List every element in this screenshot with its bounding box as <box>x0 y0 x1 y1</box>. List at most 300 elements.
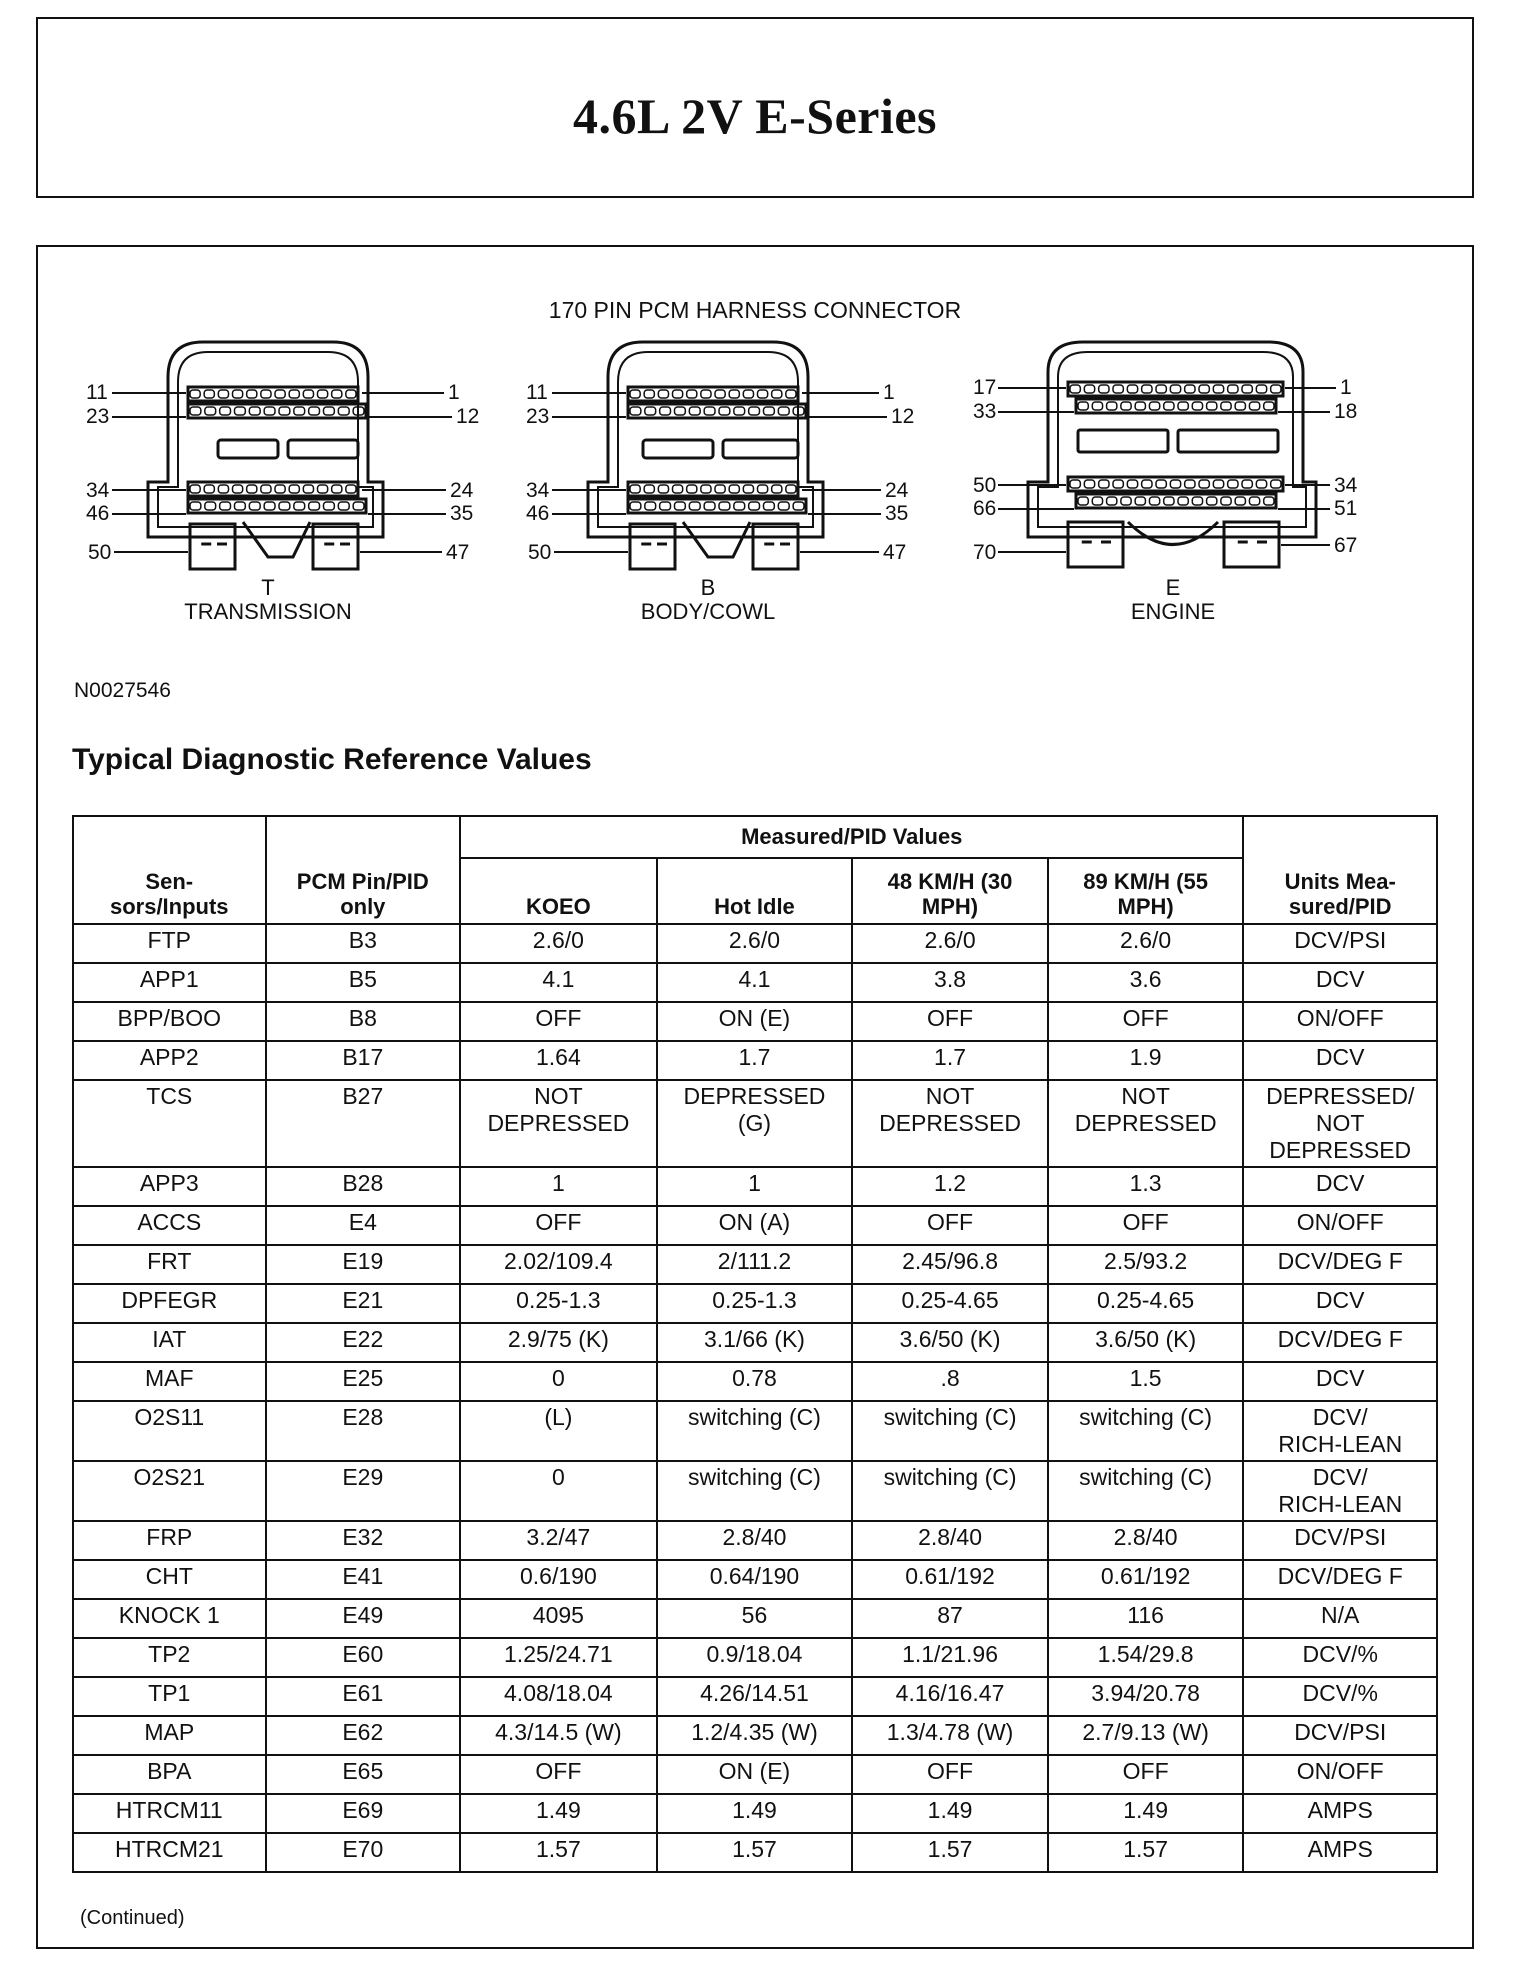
latch <box>1224 522 1279 567</box>
pin-cavity <box>1264 402 1274 410</box>
cell-sensor: MAF <box>73 1362 266 1401</box>
pin-label: 12 <box>456 405 480 428</box>
cell-sensor: APP1 <box>73 963 266 1002</box>
cell-koeo: 4095 <box>460 1599 657 1638</box>
cell-pcm-pin: E70 <box>266 1833 461 1872</box>
cell-pcm-pin: B3 <box>266 924 461 963</box>
cell-units: DCV/PSI <box>1243 1716 1437 1755</box>
cell-48kmh: switching (C) <box>852 1401 1048 1461</box>
pin-cavity <box>190 390 200 398</box>
cell-89kmh: switching (C) <box>1048 1401 1244 1461</box>
pin-cavity <box>249 502 260 510</box>
pin-cavity <box>673 485 683 493</box>
pin-label: 23 <box>86 405 110 428</box>
cell-koeo: 2.02/109.4 <box>460 1245 657 1284</box>
pin-cavity <box>1170 385 1180 393</box>
table-group-header-row <box>73 816 1437 858</box>
pin-cavity <box>289 390 299 398</box>
pin-cavity <box>309 502 320 510</box>
pin-cavity <box>660 502 671 510</box>
cell-units: DCV <box>1243 1041 1437 1080</box>
cell-hot-idle: 4.26/14.51 <box>657 1677 853 1716</box>
cell-48kmh: 0.61/192 <box>852 1560 1048 1599</box>
header-pcm-pin <box>266 816 461 924</box>
pin-cavity <box>644 390 654 398</box>
table-row <box>73 1461 1437 1521</box>
pin-cavity <box>332 390 342 398</box>
latch <box>1068 522 1123 567</box>
pin-cavity <box>218 390 228 398</box>
pin-label: 11 <box>86 381 108 404</box>
cell-pcm-pin: B27 <box>266 1080 461 1167</box>
cell-48kmh: OFF <box>852 1002 1048 1041</box>
latch <box>753 524 798 569</box>
table-row <box>73 1638 1437 1677</box>
header-koeo: KOEO <box>460 858 657 924</box>
pin-cavity <box>303 390 313 398</box>
table-row <box>73 1716 1437 1755</box>
cell-units: DCV/DEG F <box>1243 1560 1437 1599</box>
pin-cavity <box>346 485 356 493</box>
key <box>1128 522 1218 545</box>
connector-letter: E <box>1165 575 1181 600</box>
pin-label: 11 <box>526 381 548 404</box>
pin-cavity <box>1092 402 1102 410</box>
pin-cavity <box>1164 497 1174 505</box>
cell-sensor: TCS <box>73 1080 266 1167</box>
cell-hot-idle: ON (E) <box>657 1755 853 1794</box>
cell-48kmh: 1.7 <box>852 1041 1048 1080</box>
cell-hot-idle: 0.25-1.3 <box>657 1284 853 1323</box>
pin-label: 34 <box>86 479 110 502</box>
table-row <box>73 1245 1437 1284</box>
header-pcm-pin-label: PCM Pin/PID only <box>296 869 429 919</box>
pin-cavity <box>1242 385 1252 393</box>
pin-cavity <box>204 390 214 398</box>
pin-cavity <box>1127 480 1137 488</box>
cell-koeo: OFF <box>460 1755 657 1794</box>
pin-label: 35 <box>450 502 474 525</box>
pin-label: 46 <box>86 502 110 525</box>
pin-label: 70 <box>973 541 997 564</box>
pin-cavity <box>701 390 711 398</box>
cell-48kmh: 1.2 <box>852 1167 1048 1206</box>
pin-cavity <box>218 485 228 493</box>
pin-cavity <box>1149 497 1159 505</box>
slot <box>1178 430 1278 452</box>
pin-cavity <box>275 485 285 493</box>
cell-pcm-pin: E62 <box>266 1716 461 1755</box>
pin-cavity <box>1107 497 1117 505</box>
pin-cavity <box>689 502 700 510</box>
pin-label: 17 <box>973 376 997 399</box>
cell-hot-idle: 3.1/66 (K) <box>657 1323 853 1362</box>
pin-cavity <box>1121 497 1131 505</box>
connector-name: TRANSMISSION <box>184 599 352 624</box>
connector-transmission-drawing <box>78 342 498 564</box>
cell-pcm-pin: E25 <box>266 1362 461 1401</box>
latch <box>630 524 675 569</box>
pin-cavity <box>346 390 356 398</box>
cell-units: DCV/ RICH-LEAN <box>1243 1461 1437 1521</box>
cell-koeo: 1.49 <box>460 1794 657 1833</box>
pin-cavity <box>1070 385 1080 393</box>
cell-units: DCV <box>1243 963 1437 1002</box>
pin-cavity <box>749 407 760 415</box>
pin-cavity <box>660 407 671 415</box>
table-row <box>73 1002 1437 1041</box>
cell-48kmh: 1.3/4.78 (W) <box>852 1716 1048 1755</box>
cell-pcm-pin: E4 <box>266 1206 461 1245</box>
cell-hot-idle: 0.9/18.04 <box>657 1638 853 1677</box>
cell-hot-idle: 1.57 <box>657 1833 853 1872</box>
pin-cavity <box>1135 497 1145 505</box>
cell-89kmh: 3.6/50 (K) <box>1048 1323 1244 1362</box>
cell-sensor: IAT <box>73 1323 266 1362</box>
cell-units: ON/OFF <box>1243 1206 1437 1245</box>
cell-sensor: BPP/BOO <box>73 1002 266 1041</box>
pin-cavity <box>719 502 730 510</box>
pin-cavity <box>1242 480 1252 488</box>
cell-89kmh: NOT DEPRESSED <box>1048 1080 1244 1167</box>
pin-cavity <box>303 485 313 493</box>
cell-koeo: 1.57 <box>460 1833 657 1872</box>
pin-cavity <box>715 390 725 398</box>
pin-cavity <box>1099 480 1109 488</box>
cell-sensor: FTP <box>73 924 266 963</box>
pin-cavity <box>704 502 715 510</box>
pin-cavity <box>1199 480 1209 488</box>
pin-cavity <box>1092 497 1102 505</box>
cell-pcm-pin: E22 <box>266 1323 461 1362</box>
connector-transmission <box>78 342 498 624</box>
cell-89kmh: OFF <box>1048 1755 1244 1794</box>
cell-koeo: 4.3/14.5 (W) <box>460 1716 657 1755</box>
cell-hot-idle: DEPRESSED (G) <box>657 1080 853 1167</box>
pin-cavity <box>1271 480 1281 488</box>
cell-pcm-pin: E60 <box>266 1638 461 1677</box>
connector-name: ENGINE <box>1130 599 1216 624</box>
cell-89kmh: 1.57 <box>1048 1833 1244 1872</box>
pin-label: 47 <box>446 541 470 564</box>
pin-label: 33 <box>973 400 997 423</box>
pin-cavity <box>734 407 745 415</box>
cell-koeo: 2.9/75 (K) <box>460 1323 657 1362</box>
pin-cavity <box>786 485 796 493</box>
pin-cavity <box>1121 402 1131 410</box>
cell-48kmh: 3.8 <box>852 963 1048 1002</box>
cell-units: DCV/% <box>1243 1677 1437 1716</box>
pin-label: 67 <box>1334 534 1358 557</box>
pin-row <box>188 404 366 418</box>
pin-cavity <box>1078 402 1088 410</box>
cell-48kmh: .8 <box>852 1362 1048 1401</box>
pin-cavity <box>1192 497 1202 505</box>
pin-label: 24 <box>885 479 909 502</box>
pin-cavity <box>701 485 711 493</box>
slot <box>218 440 278 458</box>
section-title: Typical Diagnostic Reference Values <box>72 743 592 776</box>
cell-pcm-pin: E61 <box>266 1677 461 1716</box>
pin-cavity <box>778 407 789 415</box>
header-units-label: Units Mea- sured/PID <box>1284 869 1396 919</box>
cell-koeo: 1.64 <box>460 1041 657 1080</box>
header-sensors-label: Sen- sors/Inputs <box>109 869 229 919</box>
pin-cavity <box>1228 385 1238 393</box>
cell-89kmh: 0.61/192 <box>1048 1560 1244 1599</box>
pin-cavity <box>644 485 654 493</box>
pin-label: 50 <box>88 541 112 564</box>
cell-pcm-pin: E69 <box>266 1794 461 1833</box>
cell-89kmh: 1.49 <box>1048 1794 1244 1833</box>
pin-cavity <box>318 390 328 398</box>
pin-cavity <box>235 502 246 510</box>
pin-cavity <box>1107 402 1117 410</box>
table-row <box>73 1362 1437 1401</box>
pin-cavity <box>1178 402 1188 410</box>
cell-units: DCV <box>1243 1167 1437 1206</box>
pin-row <box>188 482 358 496</box>
cell-hot-idle: 2.8/40 <box>657 1521 853 1560</box>
pin-cavity <box>1178 497 1188 505</box>
cell-sensor: HTRCM21 <box>73 1833 266 1872</box>
table-row <box>73 1833 1437 1872</box>
pin-cavity <box>1084 385 1094 393</box>
pin-cavity <box>309 407 320 415</box>
pin-cavity <box>758 390 768 398</box>
table-row <box>73 1401 1437 1461</box>
cell-pcm-pin: E21 <box>266 1284 461 1323</box>
table-row <box>73 1323 1437 1362</box>
pin-cavity <box>658 485 668 493</box>
pin-label: 34 <box>1334 474 1358 497</box>
pin-cavity <box>1207 402 1217 410</box>
table-row <box>73 1206 1437 1245</box>
pin-row <box>188 387 358 401</box>
pin-cavity <box>1164 402 1174 410</box>
pin-row <box>1068 382 1283 396</box>
page-title: 4.6L 2V E-Series <box>572 88 938 144</box>
header-hot-idle: Hot Idle <box>657 858 853 924</box>
table-row <box>73 1080 1437 1167</box>
pin-row <box>188 499 366 513</box>
pin-cavity <box>764 407 775 415</box>
pin-cavity <box>1149 402 1159 410</box>
cell-89kmh: 0.25-4.65 <box>1048 1284 1244 1323</box>
cell-48kmh: 1.49 <box>852 1794 1048 1833</box>
pin-cavity <box>1228 480 1238 488</box>
cell-89kmh: 1.9 <box>1048 1041 1244 1080</box>
pin-cavity <box>294 407 305 415</box>
pin-cavity <box>1256 480 1266 488</box>
pin-cavity <box>1264 497 1274 505</box>
pin-cavity <box>1142 480 1152 488</box>
pin-cavity <box>1185 480 1195 488</box>
cell-sensor: TP1 <box>73 1677 266 1716</box>
connector-engine-drawing <box>968 342 1388 564</box>
pin-cavity <box>1207 497 1217 505</box>
cell-sensor: O2S11 <box>73 1401 266 1461</box>
cell-sensor: CHT <box>73 1560 266 1599</box>
pin-cavity <box>772 390 782 398</box>
cell-units: DCV/PSI <box>1243 1521 1437 1560</box>
pin-cavity <box>190 485 200 493</box>
pin-cavity <box>1070 480 1080 488</box>
cell-89kmh: 2.7/9.13 (W) <box>1048 1716 1244 1755</box>
cell-koeo: NOT DEPRESSED <box>460 1080 657 1167</box>
header-sensors <box>73 816 266 924</box>
cell-hot-idle: 0.78 <box>657 1362 853 1401</box>
pin-cavity <box>1170 480 1180 488</box>
cell-89kmh: 1.3 <box>1048 1167 1244 1206</box>
pin-label: 1 <box>1340 376 1352 399</box>
cell-pcm-pin: E29 <box>266 1461 461 1521</box>
pin-cavity <box>235 407 246 415</box>
pin-cavity <box>190 407 201 415</box>
pin-cavity <box>743 485 753 493</box>
header-units <box>1243 816 1437 924</box>
cell-89kmh: 2.5/93.2 <box>1048 1245 1244 1284</box>
cell-pcm-pin: E28 <box>266 1401 461 1461</box>
pin-cavity <box>673 390 683 398</box>
connector-body-cowl <box>518 342 938 624</box>
cell-hot-idle: switching (C) <box>657 1461 853 1521</box>
cell-units: DCV/% <box>1243 1638 1437 1677</box>
pin-cavity <box>264 502 275 510</box>
cell-48kmh: 4.16/16.47 <box>852 1677 1048 1716</box>
cell-pcm-pin: E49 <box>266 1599 461 1638</box>
cell-89kmh: 3.94/20.78 <box>1048 1677 1244 1716</box>
pin-label: 1 <box>883 381 895 404</box>
cell-48kmh: switching (C) <box>852 1461 1048 1521</box>
cell-89kmh: OFF <box>1048 1002 1244 1041</box>
pin-cavity <box>324 407 335 415</box>
cell-sensor: HTRCM11 <box>73 1794 266 1833</box>
table-row <box>73 1560 1437 1599</box>
table-row <box>73 1041 1437 1080</box>
cell-hot-idle: 2.6/0 <box>657 924 853 963</box>
pin-label: 46 <box>526 502 550 525</box>
connector-letter: T <box>261 575 275 600</box>
cell-hot-idle: ON (A) <box>657 1206 853 1245</box>
cell-48kmh: 1.1/21.96 <box>852 1638 1048 1677</box>
pin-cavity <box>289 485 299 493</box>
cell-48kmh: 87 <box>852 1599 1048 1638</box>
pin-cavity <box>324 502 335 510</box>
slot <box>1078 430 1168 452</box>
cell-hot-idle: 1 <box>657 1167 853 1206</box>
pin-cavity <box>793 502 804 510</box>
cell-hot-idle: 4.1 <box>657 963 853 1002</box>
cell-pcm-pin: E19 <box>266 1245 461 1284</box>
cell-pcm-pin: B17 <box>266 1041 461 1080</box>
cell-89kmh: 2.8/40 <box>1048 1521 1244 1560</box>
cell-hot-idle: 1.2/4.35 (W) <box>657 1716 853 1755</box>
pin-cavity <box>1156 385 1166 393</box>
cell-89kmh: 3.6 <box>1048 963 1244 1002</box>
pin-cavity <box>729 485 739 493</box>
header-48kmh-label: 48 KM/H (30 MPH) <box>887 869 1013 919</box>
cell-48kmh: OFF <box>852 1755 1048 1794</box>
pin-row <box>628 499 806 513</box>
header-89kmh-label: 89 KM/H (55 MPH) <box>1083 869 1208 919</box>
header-48kmh <box>852 858 1048 924</box>
pin-label: 51 <box>1334 497 1358 520</box>
pin-row <box>1068 477 1283 491</box>
pin-label: 23 <box>526 405 550 428</box>
table-body <box>73 924 1437 1872</box>
cell-48kmh: 0.25-4.65 <box>852 1284 1048 1323</box>
pin-cavity <box>1221 402 1231 410</box>
pin-cavity <box>1256 385 1266 393</box>
cell-pcm-pin: B28 <box>266 1167 461 1206</box>
latch <box>190 524 235 569</box>
cell-sensor: MAP <box>73 1716 266 1755</box>
pin-cavity <box>1127 385 1137 393</box>
table-row <box>73 1521 1437 1560</box>
cell-48kmh: OFF <box>852 1206 1048 1245</box>
pin-cavity <box>1113 480 1123 488</box>
cell-48kmh: NOT DEPRESSED <box>852 1080 1048 1167</box>
cell-48kmh: 2.8/40 <box>852 1521 1048 1560</box>
pin-cavity <box>220 407 231 415</box>
pin-cavity <box>204 485 214 493</box>
cell-pcm-pin: E65 <box>266 1755 461 1794</box>
connector-name: BODY/COWL <box>640 599 776 624</box>
cell-89kmh: 116 <box>1048 1599 1244 1638</box>
cell-sensor: O2S21 <box>73 1461 266 1521</box>
cell-hot-idle: 1.49 <box>657 1794 853 1833</box>
cell-89kmh: 1.54/29.8 <box>1048 1638 1244 1677</box>
pin-cavity <box>786 390 796 398</box>
pin-cavity <box>279 407 290 415</box>
cell-48kmh: 3.6/50 (K) <box>852 1323 1048 1362</box>
pin-cavity <box>1192 402 1202 410</box>
table-row <box>73 1167 1437 1206</box>
cell-units: DCV/PSI <box>1243 924 1437 963</box>
pin-cavity <box>1199 385 1209 393</box>
pin-row <box>628 482 798 496</box>
cell-pcm-pin: B8 <box>266 1002 461 1041</box>
pin-cavity <box>1156 480 1166 488</box>
cell-48kmh: 2.6/0 <box>852 924 1048 963</box>
cell-units: DCV <box>1243 1362 1437 1401</box>
pin-label: 12 <box>891 405 915 428</box>
cell-units: ON/OFF <box>1243 1755 1437 1794</box>
cell-sensor: KNOCK 1 <box>73 1599 266 1638</box>
diagram-title: 170 PIN PCM HARNESS CONNECTOR <box>548 297 962 323</box>
pin-cavity <box>275 390 285 398</box>
cell-koeo: 4.08/18.04 <box>460 1677 657 1716</box>
cell-48kmh: 1.57 <box>852 1833 1048 1872</box>
pin-cavity <box>220 502 231 510</box>
cell-units: DCV/DEG F <box>1243 1323 1437 1362</box>
table-row <box>73 1599 1437 1638</box>
table-row <box>73 1284 1437 1323</box>
connector-body-cowl-drawing <box>518 342 938 564</box>
header-measured-group: Measured/PID Values <box>460 816 1243 858</box>
cell-sensor: FRP <box>73 1521 266 1560</box>
pin-cavity <box>715 485 725 493</box>
pin-cavity <box>1235 402 1245 410</box>
pin-cavity <box>261 390 271 398</box>
cell-48kmh: 2.45/96.8 <box>852 1245 1048 1284</box>
cell-sensor: APP3 <box>73 1167 266 1206</box>
pin-cavity <box>190 502 201 510</box>
pin-cavity <box>630 390 640 398</box>
pin-cavity <box>261 485 271 493</box>
cell-koeo: OFF <box>460 1002 657 1041</box>
